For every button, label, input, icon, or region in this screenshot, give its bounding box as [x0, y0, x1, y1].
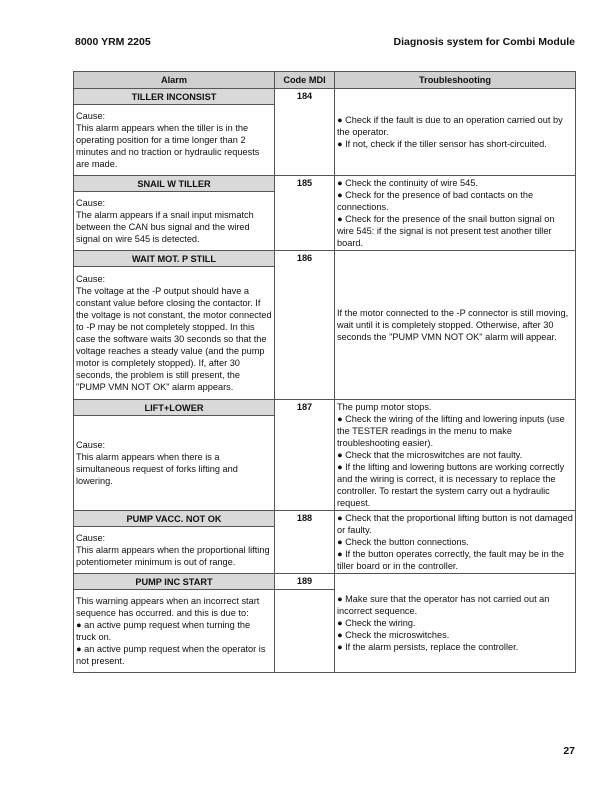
description-line: The voltage at the -P output should have a constant value before closing the contactor. If the voltage is not constant, the motor connected to -P may be not completely stopped. In this case the software waits 30 seconds so that the voltage reaches a steady value (and the pump motor is completely stopped). If, after 30 seconds, the problem is still present, the "PUMP VMN NOT OK" alarm appears.: [76, 286, 272, 392]
description-line: Cause:: [76, 111, 106, 121]
alarm-code: 187: [275, 400, 335, 511]
troubleshooting-line: ● Check if the fault is due to an operation carried out by the operator.: [337, 115, 563, 137]
alarm-code: 189: [275, 574, 335, 590]
description-line: This warning appears when an incorrect start sequence has occurred. and this is due to:: [76, 596, 260, 618]
alarm-description: [74, 527, 275, 574]
document-code: 8000 YRM 2205: [75, 36, 151, 48]
troubleshooting-line: ● If the button operates correctly, the fault may be in the tiller board or in the controller.: [337, 549, 565, 571]
table-row: [74, 176, 576, 192]
table-row: [74, 574, 576, 590]
alarm-code: 186: [275, 251, 335, 400]
description-line: Cause:: [76, 533, 106, 543]
table-header-row: [74, 72, 576, 89]
alarm-table: [73, 71, 576, 673]
troubleshooting-line: ● Check the wiring of the lifting and lowering inputs (use the TESTER readings in the menu to make troubleshooting easier).: [337, 414, 565, 448]
empty-code-cell: [275, 590, 335, 673]
troubleshooting-cell: [335, 176, 576, 251]
troubleshooting-line: ● If the alarm persists, replace the controller.: [337, 642, 519, 652]
troubleshooting-line: ● Check the microswitches.: [337, 630, 450, 640]
troubleshooting-line: ● Check the continuity of wire 545.: [337, 178, 478, 188]
troubleshooting-line: ● Make sure that the operator has not carried out an incorrect sequence.: [337, 594, 550, 616]
column-header-code: Code MDI: [275, 72, 335, 89]
description-line: This alarm appears when the proportional lifting potentiometer minimum is out of range.: [76, 545, 270, 567]
description-line: The alarm appears if a snail input mismatch between the CAN bus signal and the wired signal on wire 545 is detected.: [76, 210, 254, 244]
troubleshooting-cell: [335, 511, 576, 574]
troubleshooting-line: ● Check for the presence of the snail button signal on wire 545: if the signal is not present test another tiller board.: [337, 214, 555, 248]
table-row: [74, 251, 576, 267]
troubleshooting-cell: [335, 574, 576, 673]
table-row: [74, 511, 576, 527]
table-row: [74, 400, 576, 416]
troubleshooting-cell: [335, 400, 576, 511]
troubleshooting-cell: [335, 89, 576, 176]
troubleshooting-line: ● Check the wiring.: [337, 618, 416, 628]
description-line: ● an active pump request when turning the truck on.: [76, 620, 251, 642]
alarm-name: TILLER INCONSIST: [74, 89, 275, 105]
description-line: Cause:: [76, 440, 106, 450]
column-header-troubleshooting: Troubleshooting: [335, 72, 576, 89]
section-title: Diagnosis system for Combi Module: [393, 36, 575, 48]
description-line: ● an active pump request when the operator is not present.: [76, 644, 266, 666]
description-line: This alarm appears when there is a simultaneous request of forks lifting and lowering.: [76, 452, 238, 486]
alarm-description: [74, 192, 275, 251]
troubleshooting-line: ● Check the button connections.: [337, 537, 469, 547]
description-line: Cause:: [76, 198, 106, 208]
troubleshooting-line: ● Check for the presence of bad contacts on the connections.: [337, 190, 534, 212]
alarm-name: SNAIL W TILLER: [74, 176, 275, 192]
alarm-description: [74, 267, 275, 400]
column-header-alarm: Alarm: [74, 72, 275, 89]
alarm-name: LIFT+LOWER: [74, 400, 275, 416]
troubleshooting-line: ● If the lifting and lowering buttons are working correctly and the wiring is correct, it is necessary to replace the controller. To restart the system carry out a hydraulic request.: [337, 462, 565, 508]
alarm-description: [74, 105, 275, 176]
alarm-description: [74, 416, 275, 511]
troubleshooting-line: ● Check that the proportional lifting button is not damaged or faulty.: [337, 513, 573, 535]
troubleshooting-line: If the motor connected to the -P connector is still moving, wait until it is completely stopped. Otherwise, after 30 seconds the "PUMP VMN NOT OK" alarm will appear.: [337, 308, 569, 342]
alarm-name: WAIT MOT. P STILL: [74, 251, 275, 267]
page-number: 27: [563, 745, 575, 757]
troubleshooting-line: ● Check that the microswitches are not faulty.: [337, 450, 523, 460]
alarm-code: 188: [275, 511, 335, 574]
alarm-code: 184: [275, 89, 335, 176]
alarm-code: 185: [275, 176, 335, 251]
description-line: Cause:: [76, 274, 106, 284]
table-row: [74, 89, 576, 105]
troubleshooting-line: The pump motor stops.: [337, 402, 432, 412]
description-line: This alarm appears when the tiller is in the operating position for a time longer than 2 minutes and no traction or hydraulic requests are made.: [76, 123, 260, 169]
troubleshooting-line: ● If not, check if the tiller sensor has short-circuited.: [337, 139, 547, 149]
alarm-name: PUMP INC START: [74, 574, 275, 590]
alarm-description: [74, 590, 275, 673]
alarm-name: PUMP VACC. NOT OK: [74, 511, 275, 527]
troubleshooting-cell: [335, 251, 576, 400]
